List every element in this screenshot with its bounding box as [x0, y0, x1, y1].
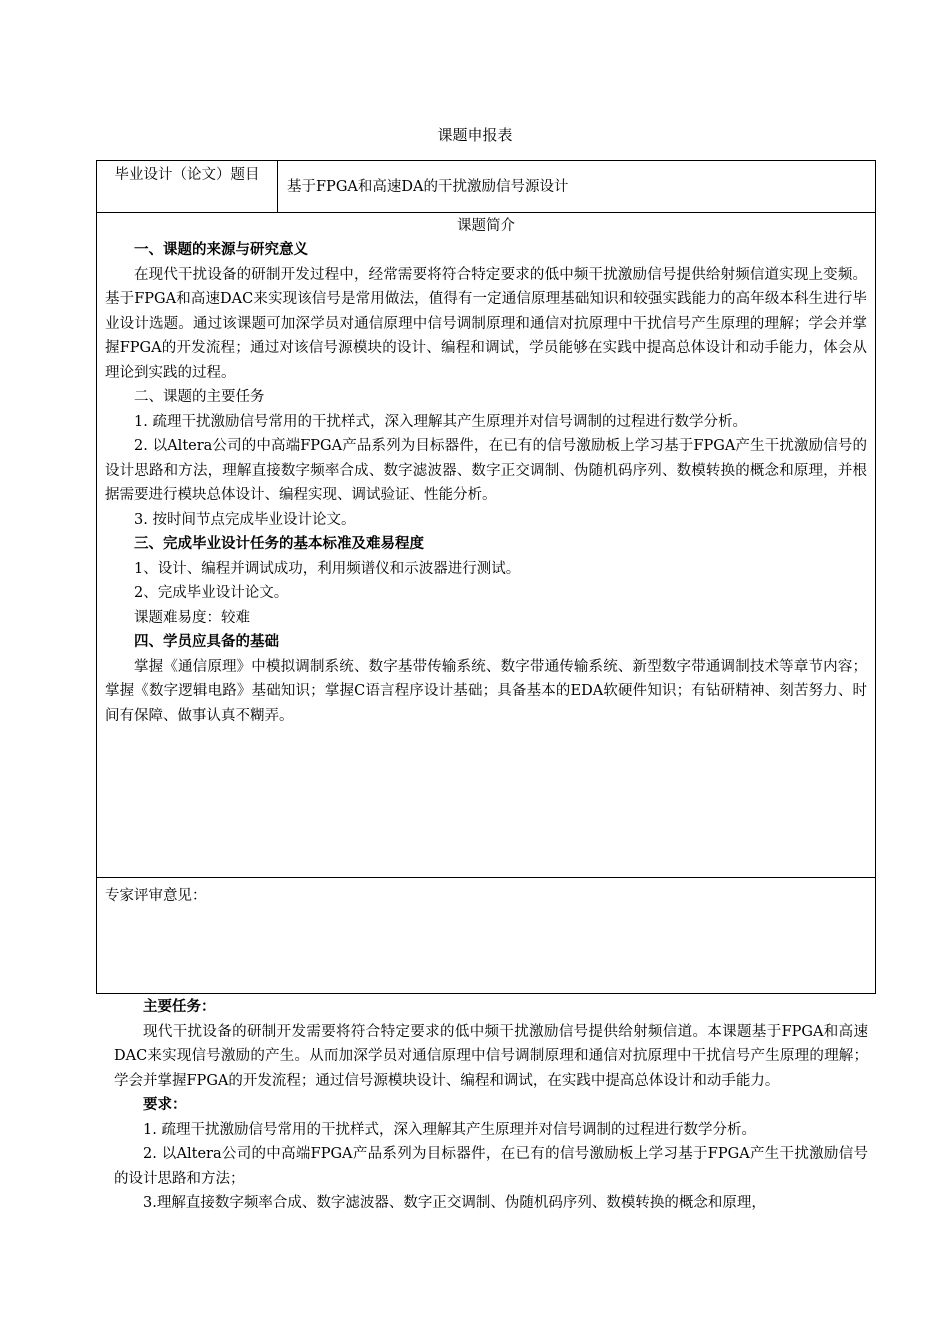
paragraph: 1、设计、编程并调试成功，利用频谱仪和示波器进行测试。	[134, 560, 521, 577]
intro-body	[97, 238, 875, 728]
application-form-table	[96, 160, 876, 994]
paragraph: 1. 疏理干扰激励信号常用的干扰样式，深入理解其产生原理并对信号调制的过程进行数学分析。	[134, 413, 747, 430]
paragraph: 2. 以Altera公司的中高端FPGA产品系列为目标器件，在已有的信号激励板上学习基于FPGA产生干扰激励信号的设计思路和方法；	[114, 1146, 868, 1187]
paragraph: 在现代干扰设备的研制开发过程中，经常需要将符合特定要求的低中频干扰激励信号提供给射频信道实现上变频。基于FPGA和高速DAC来实现该信号是常用做法，值得有一定通信原理基础知识和较强实践能力的高年级本科生进行毕业设计选题。通过该课题可加深学员对通信原理中信号调制原理和通信对抗原理中干扰信号产生原理的理解；学会并掌握FPGA的开发流程；通过对该信号源模块的设计、编程和调试，学员能够在实践中提高总体设计和动手能力，体会从理论到实践的过程。	[105, 266, 867, 381]
paragraph: 1. 疏理干扰激励信号常用的干扰样式，深入理解其产生原理并对信号调制的过程进行数学分析。	[143, 1121, 756, 1138]
section-heading: 要求：	[143, 1096, 187, 1113]
section-heading: 三、完成毕业设计任务的基本标准及难易程度	[134, 535, 424, 552]
title-value-cell: 基于FPGA和高速DA的干扰激励信号源设计	[287, 179, 569, 195]
paragraph: 2. 以Altera公司的中高端FPGA产品系列为目标器件，在已有的信号激励板上学习基于FPGA产生干扰激励信号的设计思路和方法，理解直接数字频率合成、数字滤波器、数字正交调制、伪随机码序列、数模转换的概念和原理，并根据需要进行模块总体设计、编程实现、调试验证、性能分析。	[105, 438, 867, 503]
section-heading: 主要任务：	[143, 998, 216, 1015]
expert-review-section	[97, 878, 875, 993]
section-heading: 四、学员应具备的基础	[134, 633, 279, 650]
title-row	[97, 161, 875, 213]
section-heading: 一、课题的来源与研究意义	[134, 241, 308, 258]
paragraph: 2、完成毕业设计论文。	[134, 585, 289, 601]
tasks-section	[114, 995, 868, 1216]
paragraph: 现代干扰设备的研制开发需要将符合特定要求的低中频干扰激励信号提供给射频信道。本课题基于FPGA和高速DAC来实现信号激励的产生。从而加深学员对通信原理中信号调制原理和通信对抗原理中干扰信号产生原理的理解；学会并掌握FPGA的开发流程；通过信号源模块设计、编程和调试，在实践中提高总体设计和动手能力。	[114, 1023, 868, 1089]
page-title: 课题申报表	[437, 126, 513, 144]
paragraph: 3.理解直接数字频率合成、数字滤波器、数字正交调制、伪随机码序列、数模转换的概念和原理，	[143, 1195, 766, 1211]
paragraph: 掌握《通信原理》中模拟调制系统、数字基带传输系统、数字带通传输系统、新型数字带通调制技术等章节内容；掌握《数字逻辑电路》基础知识；掌握C语言程序设计基础；具备基本的EDA软硬件知识；有钻研精神、刻苦努力、时间有保障、做事认真不糊弄。	[105, 658, 867, 724]
intro-heading: 课题简介	[457, 218, 515, 234]
intro-section	[97, 213, 875, 878]
paragraph: 课题难易度：较难	[134, 609, 250, 626]
title-label-cell: 毕业设计（论文）题目	[97, 161, 278, 212]
paragraph: 3. 按时间节点完成毕业设计论文。	[134, 511, 356, 528]
expert-review-label: 专家评审意见：	[105, 888, 207, 904]
section-heading: 二、课题的主要任务	[134, 389, 265, 405]
